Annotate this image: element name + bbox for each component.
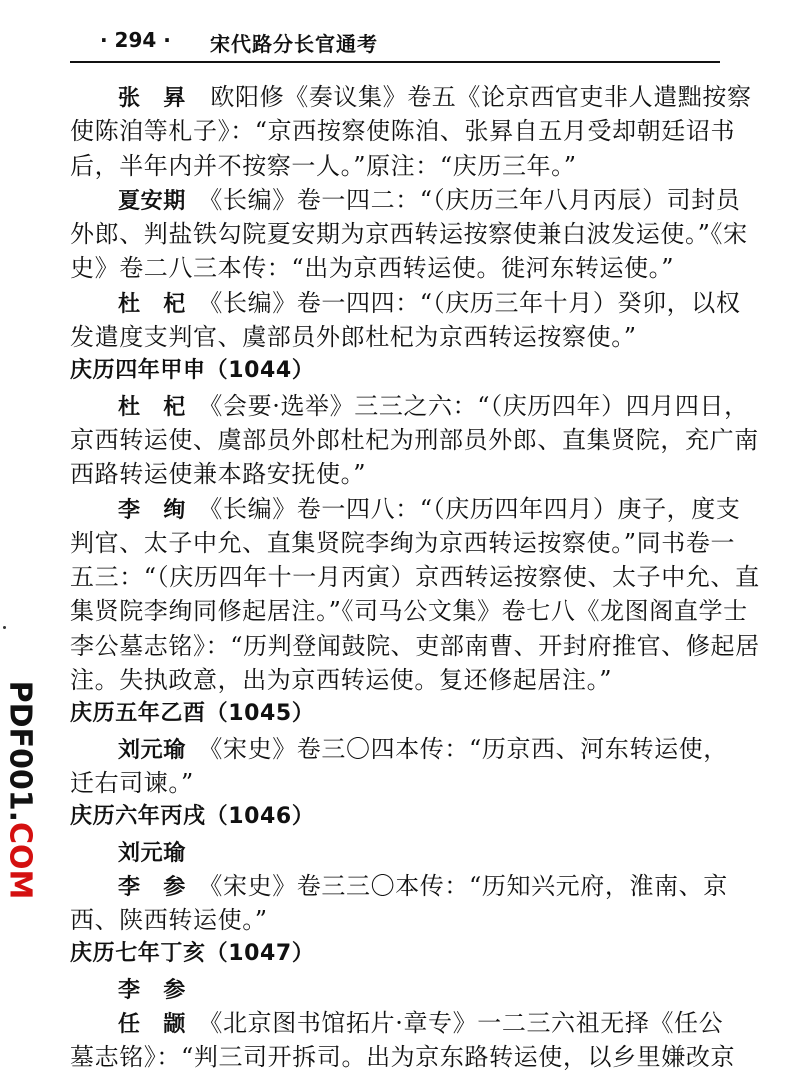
text-line <box>70 286 741 320</box>
official-name: 李 绚 <box>118 497 186 523</box>
line-text: 《长编》卷一四八：“（庆历四年四月）庚子，度支 <box>185 494 741 523</box>
official-name: 李 参 <box>118 874 186 900</box>
text-line <box>70 183 741 217</box>
text-line <box>70 526 736 560</box>
text-line <box>70 732 728 766</box>
line-text: 外郎、判盐铁勾院夏安期为京西转运按察使兼白波发运使。”《宋 <box>70 220 748 249</box>
text-line <box>70 1040 736 1074</box>
line-text: 《宋史》卷三〇四本传：“历京西、河东转运使， <box>185 734 728 763</box>
line-text: 使陈洎等札子》：“京西按察使陈洎、张昪自五月受却朝廷诏书 <box>70 117 736 146</box>
line-text: 李公墓志铭》：“历判登闻鼓院、吏部南曹、开封府推官、修起居 <box>70 631 760 660</box>
text-line <box>70 766 722 800</box>
text-line <box>70 594 748 628</box>
watermark <box>0 680 40 900</box>
body-text <box>70 80 760 1075</box>
watermark-suffix: COM <box>2 822 38 900</box>
text-line <box>70 217 748 251</box>
official-name: 杜 杞 <box>118 394 186 420</box>
text-line <box>70 149 722 183</box>
line-text: 《长编》卷一四四：“（庆历三年十月）癸卯，以权 <box>185 288 741 317</box>
year-heading: 庆历五年乙酉（1045） <box>70 701 315 727</box>
year-heading: 庆历七年丁亥（1047） <box>70 941 315 967</box>
line-text: 京西转运使、虞部员外郎杜杞为刑部员外郎、直集贤院，充广南 <box>70 425 759 454</box>
line-text: 注。失执政意，出为京西转运使。复还修起居注。” <box>70 666 613 695</box>
text-line <box>70 903 722 937</box>
line-text: 五三：“（庆历四年十一月丙寅）京西转运按察使、太子中允、直 <box>70 563 760 592</box>
page-header <box>70 26 720 56</box>
text-line <box>70 251 722 285</box>
text-line <box>70 869 728 903</box>
text-line <box>70 423 759 457</box>
line-text: 后，半年内并不按察一人。”原注：“庆历三年。” <box>70 151 577 180</box>
line-text: 《宋史》卷三三〇本传：“历知兴元府，淮南、京 <box>185 871 728 900</box>
line-text: 《会要·选举》三三之六：“（庆历四年）四月四日， <box>185 391 749 420</box>
official-name: 夏安期 <box>118 188 186 214</box>
line-text: 《长编》卷一四二：“（庆历三年八月丙辰）司封员 <box>185 185 741 214</box>
text-line <box>70 492 741 526</box>
line-text: 史》卷二八三本传：“出为京西转运使。徙河东转运使。” <box>70 254 675 283</box>
text-line <box>70 972 722 1006</box>
line-text: 欧阳修《奏议集》卷五《论京西官吏非人遣黜按察 <box>185 83 752 111</box>
text-line <box>70 1006 722 1040</box>
line-text: 判官、太子中允、直集贤院李绚为京西转运按察使。”同书卷一 <box>70 528 736 557</box>
watermark-prefix: PDF001. <box>2 680 38 823</box>
official-name: 刘元瑜 <box>118 737 186 763</box>
line-text: 发遣度支判官、虞部员外郎杜杞为京西转运按察使。” <box>70 323 637 352</box>
line-text: 集贤院李绚同修起居注。”《司马公文集》卷七八《龙图阁直学士 <box>70 597 748 626</box>
official-name: 刘元瑜 <box>118 840 186 866</box>
scan-speck <box>3 626 6 629</box>
page-number: · 294 · <box>100 28 171 52</box>
line-text: 《北京图书馆拓片·章专》一二三六祖无择《任公 <box>185 1009 724 1038</box>
official-name: 杜 杞 <box>118 291 186 317</box>
text-line <box>70 114 736 148</box>
text-line <box>70 629 760 663</box>
official-name: 李 参 <box>118 977 186 1003</box>
watermark-text <box>3 681 38 900</box>
year-heading: 庆历六年丙戌（1046） <box>70 804 315 830</box>
header-rule <box>70 61 720 63</box>
line-text: 西、陕西转运使。” <box>70 906 268 935</box>
official-name: 任 颛 <box>118 1012 186 1038</box>
text-line <box>70 663 722 697</box>
line-text: 迁右司谏。” <box>70 768 194 797</box>
text-line <box>70 457 722 491</box>
text-line <box>70 320 722 354</box>
line-text: 西路转运使兼本路安抚使。” <box>70 460 367 489</box>
text-line <box>70 80 752 114</box>
text-line <box>70 389 749 423</box>
text-line <box>70 560 760 594</box>
running-title: 宋代路分长官通考 <box>210 32 378 56</box>
year-heading: 庆历四年甲申（1044） <box>70 358 315 384</box>
text-line <box>70 835 722 869</box>
official-name: 张 昪 <box>118 86 186 111</box>
line-text: 墓志铭》：“判三司开拆司。出为京东路转运使，以乡里嫌改京 <box>70 1043 736 1072</box>
